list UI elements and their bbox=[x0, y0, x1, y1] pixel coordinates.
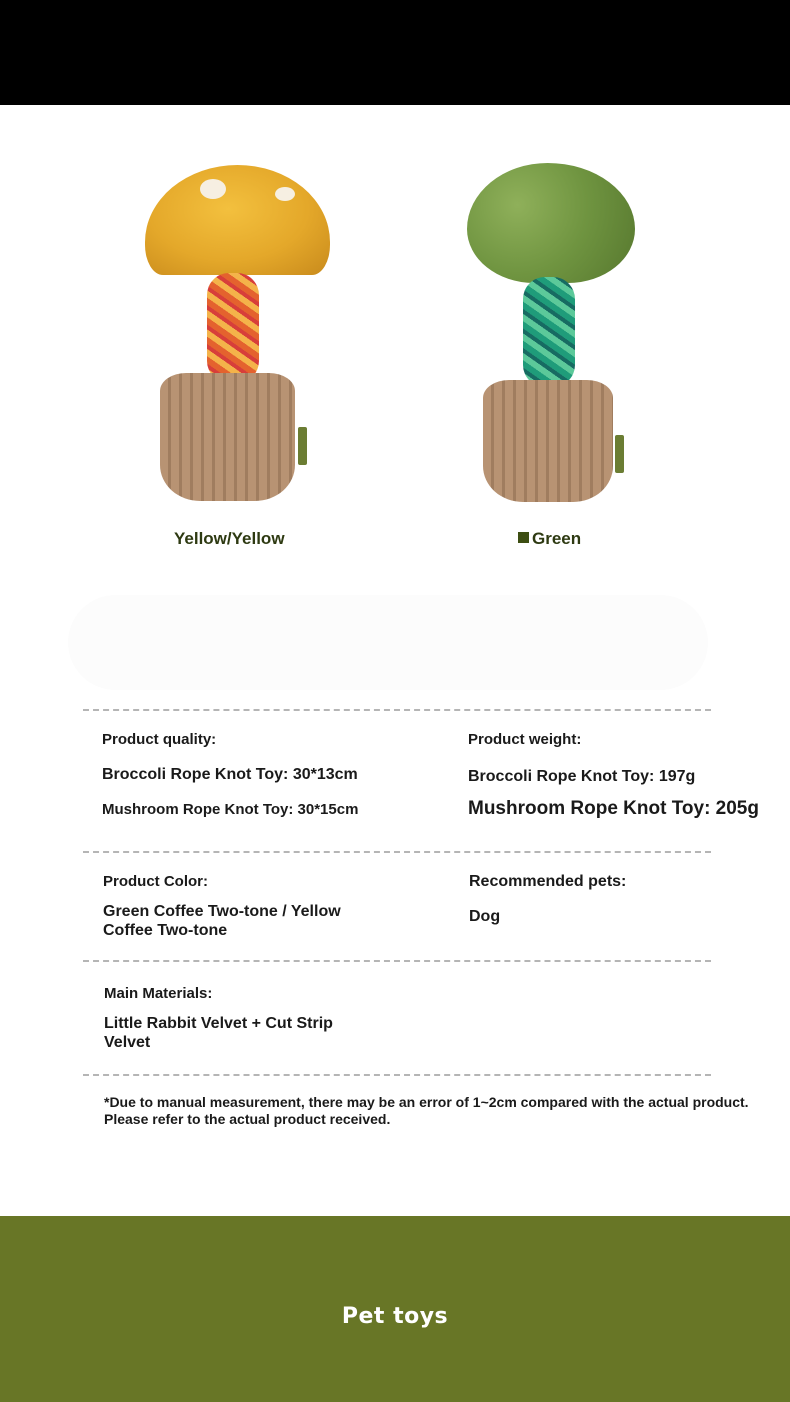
materials-label: Main Materials: bbox=[104, 985, 213, 1002]
measurement-note bbox=[104, 1094, 749, 1128]
color-label-green-text: Green bbox=[532, 529, 582, 548]
color-spec-label: Product Color: bbox=[103, 873, 208, 890]
quality-value-mushroom: Mushroom Rope Knot Toy: 30*15cm bbox=[102, 801, 359, 818]
broccoli-toy-image bbox=[455, 155, 645, 510]
dashed-divider bbox=[83, 960, 711, 962]
weight-value-mushroom: Mushroom Rope Knot Toy: 205g bbox=[468, 798, 759, 819]
rope-knot-orange bbox=[207, 273, 259, 383]
dashed-divider bbox=[83, 851, 711, 853]
dashed-divider bbox=[83, 1074, 711, 1076]
top-banner bbox=[0, 0, 790, 105]
dashed-divider bbox=[83, 709, 711, 711]
note-line-2: Please refer to the actual product received. bbox=[104, 1111, 391, 1127]
broccoli-head bbox=[467, 163, 635, 283]
mushroom-toy-image bbox=[135, 155, 340, 510]
corduroy-pot bbox=[483, 380, 613, 502]
pets-value: Dog bbox=[469, 908, 501, 925]
mushroom-cap bbox=[145, 165, 330, 275]
note-line-1: *Due to manual measurement, there may be an error of 1~2cm compared with the actual product. bbox=[104, 1094, 749, 1110]
faded-background-shape bbox=[68, 595, 708, 690]
color-swatch-icon bbox=[518, 532, 529, 543]
quality-value-broccoli: Broccoli Rope Knot Toy: 30*13cm bbox=[102, 766, 358, 783]
rope-knot-green bbox=[523, 277, 575, 387]
color-label-green bbox=[518, 529, 581, 549]
footer-title: Pet toys bbox=[341, 1303, 449, 1329]
color-spec-value: Green Coffee Two-tone / Yellow Coffee Two-tone bbox=[103, 903, 341, 939]
weight-value-broccoli: Broccoli Rope Knot Toy: 197g bbox=[468, 768, 696, 785]
color-label-yellow: Yellow/Yellow bbox=[174, 529, 285, 548]
quality-label: Product quality: bbox=[102, 731, 217, 748]
corduroy-pot bbox=[160, 373, 295, 501]
green-tag-icon bbox=[298, 427, 307, 465]
weight-label: Product weight: bbox=[468, 731, 582, 748]
materials-value: Little Rabbit Velvet + Cut Strip Velvet bbox=[104, 1015, 333, 1051]
green-tag-icon bbox=[615, 435, 624, 473]
footer-banner bbox=[0, 1216, 790, 1402]
pets-label: Recommended pets: bbox=[469, 873, 627, 890]
